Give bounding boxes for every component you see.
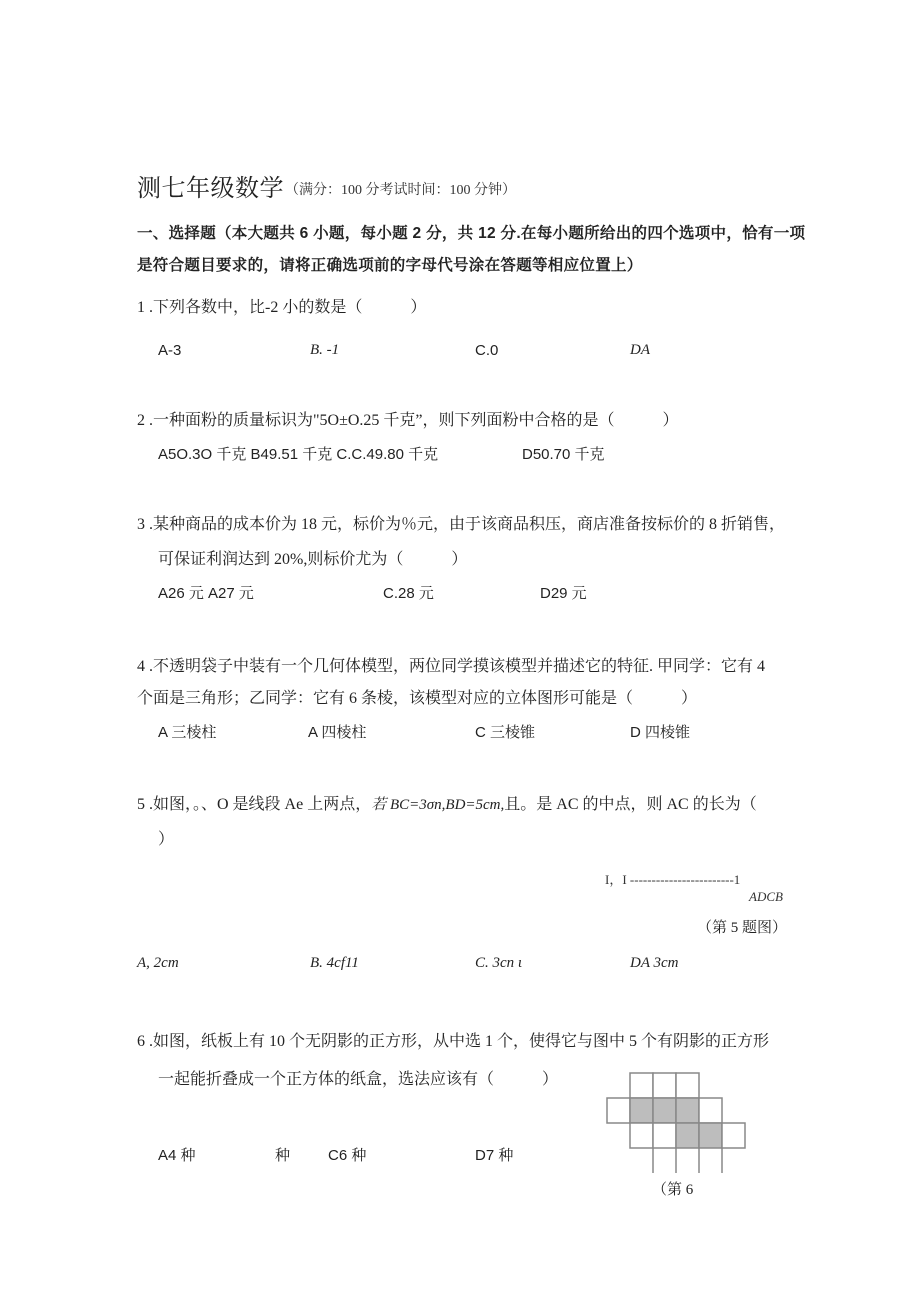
question-6-option-a: A4 种	[158, 1147, 196, 1164]
question-4-option-b: A 四棱柱	[308, 724, 367, 741]
question-5-figure-caption: （第 5 题图）	[697, 920, 788, 936]
shaded-square	[676, 1123, 699, 1148]
question-6-grid-figure	[600, 1066, 750, 1178]
question-3-option-c: C.28 元	[383, 585, 434, 602]
shaded-square	[676, 1098, 699, 1123]
question-2-stem: 2 .一种面粉的质量标识为"5O±O.25 千克”，则下列面粉中合格的是（ ）	[137, 412, 679, 429]
question-5-option-c: C. 3cn ι	[475, 955, 523, 971]
question-2-options-abc: A5O.3O 千克 B49.51 千克 C.C.49.80 千克	[158, 446, 439, 463]
question-1-option-d: DA	[630, 342, 650, 358]
section-heading-line-2: 是符合题目要求的，请将正确选项前的字母代号涂在答题等相应位置上）	[137, 257, 643, 274]
question-2-option-d: D50.70 千克	[522, 446, 605, 463]
question-5-stem-part-1: 5 .如图，。、O 是线段 Ae 上两点，	[137, 796, 372, 813]
shaded-square	[630, 1098, 653, 1123]
exam-info: （满分：100 分考试时间：100 分钟）	[285, 183, 516, 198]
question-5-option-b: B. 4cf11	[310, 955, 359, 971]
unshaded-square	[676, 1073, 699, 1098]
question-4-option-c: C 三棱锥	[475, 724, 536, 741]
shaded-square	[699, 1123, 722, 1148]
question-5-stem-line-1	[137, 797, 757, 813]
question-4-option-a: A 三棱柱	[158, 724, 217, 741]
question-4-stem-line-2: 个面是三角形；乙同学：它有 6 条棱，该模型对应的立体图形可能是（ ）	[137, 690, 698, 707]
shaded-square	[653, 1098, 676, 1123]
question-6-stem-line-1: 6 .如图，纸板上有 10 个无阴影的正方形，从中选 1 个，使得它与图中 5 个有阴影的正方形	[137, 1033, 770, 1050]
question-1-option-b: B. -1	[310, 342, 340, 358]
unshaded-square	[722, 1123, 745, 1148]
unshaded-square	[653, 1123, 676, 1148]
question-6-stem-line-2: 一起能折叠成一个正方体的纸盒，选法应该有（ ）	[158, 1071, 559, 1088]
question-3-option-d: D29 元	[540, 585, 587, 602]
question-1-option-c: C.0	[475, 342, 499, 359]
question-6-option-c: C6 种	[328, 1147, 367, 1164]
question-5-option-a: A, 2cm	[137, 955, 179, 971]
question-6-option-d: D7 种	[475, 1147, 514, 1164]
question-3-options-ab: A26 元 A27 元	[158, 585, 254, 602]
question-5-stem-part-3: 且。是 AC 的中点，则 AC 的长为（	[504, 796, 757, 813]
question-4-option-d: D 四棱锥	[630, 724, 691, 741]
unshaded-square	[630, 1073, 653, 1098]
question-1-stem: 1 .下列各数中，比-2 小的数是（ ）	[137, 299, 427, 316]
question-6-figure-caption: （第 6	[652, 1182, 694, 1198]
page-title: 测七年级数学	[137, 176, 284, 202]
question-5-stem-line-2: ）	[158, 831, 175, 848]
question-6-option-b: 种	[275, 1147, 291, 1164]
question-5-segment-figure: I，I ------------------------1	[605, 872, 741, 887]
question-4-stem-line-1: 4 .不透明袋子中装有一个几何体模型，两位同学摸该模型并描述它的特征. 甲同学：它有 4	[137, 658, 766, 675]
unshaded-square	[607, 1098, 630, 1123]
unshaded-square	[699, 1098, 722, 1123]
question-1-option-a: A-3	[158, 342, 182, 359]
question-5-point-labels: ADCB	[749, 889, 783, 904]
question-5-stem-given: 若 BC=3σn,BD=5cm,	[371, 797, 505, 813]
unshaded-square	[630, 1123, 653, 1148]
question-3-stem-line-2: 可保证利润达到 20%,则标价尤为（ ）	[158, 551, 468, 568]
question-5-option-d: DA 3cm	[630, 955, 679, 971]
question-3-stem-line-1: 3 .某种商品的成本价为 18 元，标价为％元，由于该商品积压，商店准备按标价的 8 折销售，	[137, 516, 786, 533]
section-heading-line-1: 一、选择题（本大题共 6 小题，每小题 2 分，共 12 分.在每小题所给出的四个选项中，恰有一项	[137, 225, 806, 242]
unshaded-square	[653, 1073, 676, 1098]
